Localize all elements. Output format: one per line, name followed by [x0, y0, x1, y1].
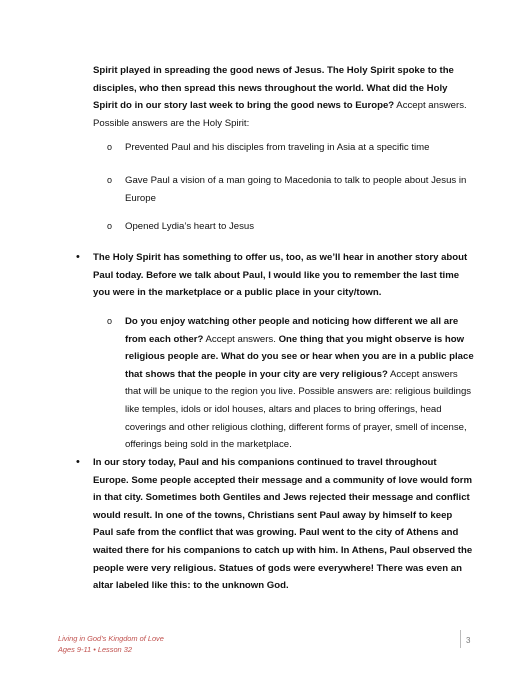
- footer-subtitle: Ages 9-11 • Lesson 32: [58, 645, 132, 654]
- bullet-marker-2: •: [76, 456, 80, 468]
- sub-marker-4: o: [107, 316, 113, 326]
- sub-item-1: Prevented Paul and his disciples from traveling in Asia at a specific time: [125, 142, 430, 153]
- intro-paragraph: [93, 62, 473, 132]
- bullet-marker-1: •: [76, 251, 80, 263]
- bullet-1-bold: The Holy Spirit has something to offer us, too, as we’ll hear in another story about Paul today. Before we talk about Paul, I would like you to remember the last time you were in the marketplace or a public place in your city/town.: [93, 252, 468, 299]
- footer-divider: [460, 630, 461, 648]
- bullet-paragraph-2: [93, 454, 473, 595]
- bullet-1-sub-normal-2: Accept answers that will be unique to the region you live. Possible answers are: religious buildings like temples, idols or idol houses, altars and places to bring offerings, head coverings and other religious clothing, different forms of prayer, smell of incense, offerings being sold in the marketplace.: [125, 368, 472, 451]
- bullet-1-sub-bold-2: One thing that you might observe is how religious people are. What do you see or hear when you are in a public place that shows that the people in your city are very religious?: [125, 333, 474, 380]
- sub-item-2: Gave Paul a vision of a man going to Macedonia to talk to people about Jesus in Europe: [125, 175, 467, 204]
- sub-marker-2: o: [107, 175, 113, 185]
- sub-item-3: Opened Lydia’s heart to Jesus: [125, 221, 255, 232]
- intro-normal: Accept answers. Possible answers are the Holy Spirit:: [93, 100, 467, 129]
- page-number: 3: [466, 636, 471, 645]
- sub-marker-3: o: [107, 221, 113, 231]
- footer-title: Living in God’s Kingdom of Love: [58, 634, 164, 643]
- sub-marker-1: o: [107, 142, 113, 152]
- bullet-2-bold: In our story today, Paul and his companions continued to travel throughout Europe. Some people accepted their message and a community of love would form in that city. Sometimes both Gentiles and Jews rejected their message and conflict would result. In one of the towns, Christians sent Paul away by himself to keep Paul safe from the conflict that was growing. Paul went to the city of Athens and waited there for his companions to catch up with him. In Athens, Paul observed the people were very religious. Statues of gods were everywhere! There was even an altar labeled like this: to the unknown God.: [93, 457, 473, 592]
- intro-bold: Spirit played in spreading the good news of Jesus. The Holy Spirit spoke to the disciples, who then spread this news throughout the world. What did the Holy Spirit do in our story last week to bring the good news to Europe?: [93, 65, 454, 112]
- bullet-1-sub-bold-1: Do you enjoy watching other people and noticing how different we all are from each other?: [125, 316, 459, 345]
- bullet-1-sub-paragraph: [125, 313, 475, 454]
- bullet-paragraph-1: [93, 249, 473, 302]
- bullet-1-sub-normal-1: Accept answers.: [203, 333, 279, 345]
